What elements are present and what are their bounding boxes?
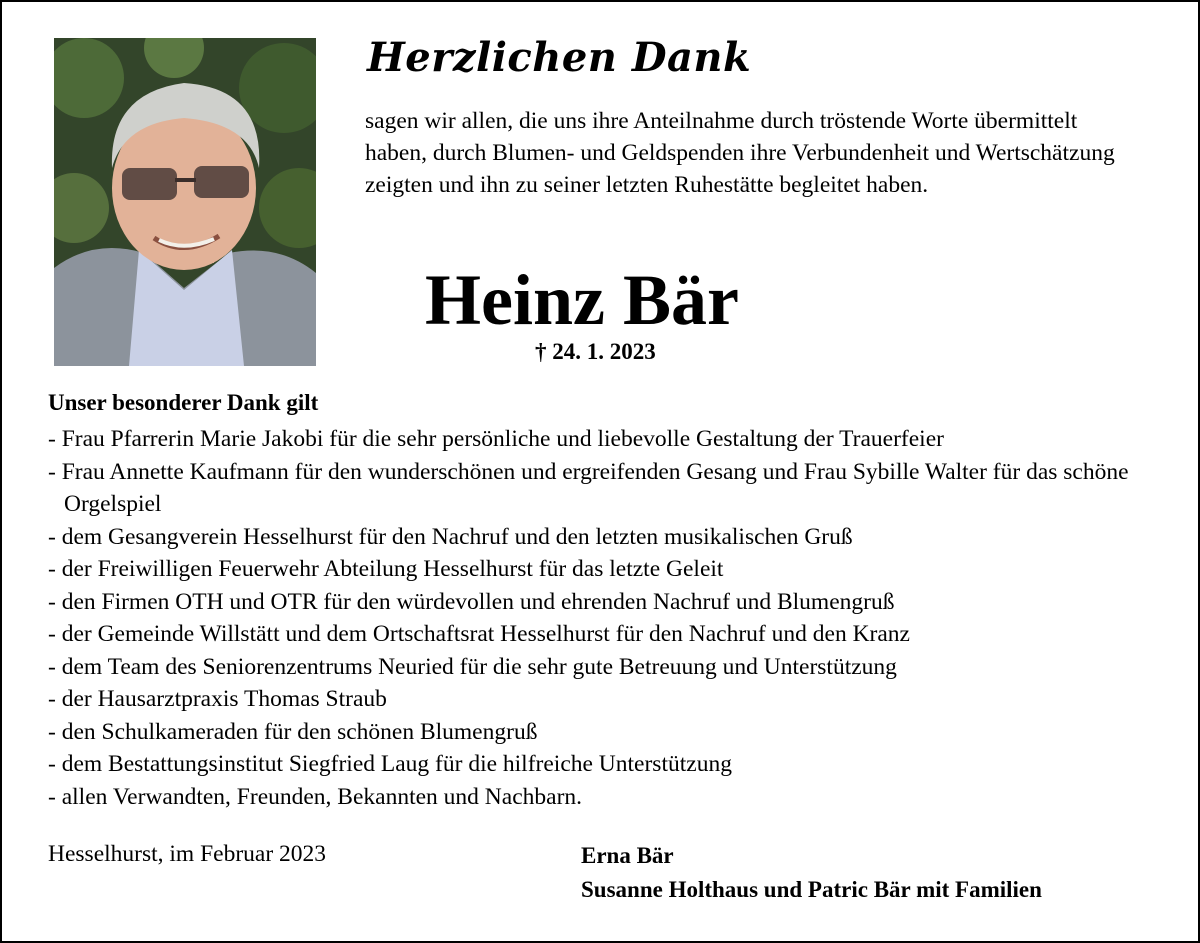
thanks-list bbox=[48, 423, 1158, 813]
signatories bbox=[581, 839, 1042, 907]
thanks-item: - dem Gesangverein Hesselhurst für den Nachruf und den letzten musikalischen Gruß bbox=[48, 523, 853, 550]
headline: Herzlichen Dank bbox=[367, 34, 752, 81]
portrait-photo bbox=[54, 38, 316, 366]
thanks-item: - der Gemeinde Willstätt und dem Ortschaftsrat Hesselhurst für den Nachruf und den Kranz bbox=[48, 621, 910, 647]
signatory: Erna Bär bbox=[581, 843, 674, 868]
thanks-item: - Frau Pfarrerin Marie Jakobi für die sehr persönliche und liebevolle Gestaltung der Trauerfeier bbox=[48, 426, 944, 452]
thanks-item: - dem Team des Seniorenzentrums Neuried für die sehr gute Betreuung und Unterstützung bbox=[48, 653, 897, 680]
thanks-item: - den Firmen OTH und OTR für den würdevollen und ehrenden Nachruf und Blumengruß bbox=[48, 588, 895, 615]
thanks-item: - der Hausarztpraxis Thomas Straub bbox=[48, 686, 387, 712]
thanks-heading: Unser besonderer Dank gilt bbox=[48, 390, 319, 415]
death-date: † 24. 1. 2023 bbox=[535, 339, 656, 364]
deceased-name: Heinz Bär bbox=[425, 260, 739, 340]
thanks-item: - den Schulkameraden für den schönen Blumengruß bbox=[48, 718, 538, 745]
thanks-item: - dem Bestattungsinstitut Siegfried Laug für die hilfreiche Unterstützung bbox=[48, 751, 732, 777]
thanks-item: - allen Verwandten, Freunden, Bekannten und Nachbarn. bbox=[48, 783, 583, 810]
signatory: Susanne Holthaus und Patric Bär mit Familien bbox=[581, 877, 1042, 902]
thanks-item: - der Freiwilligen Feuerwehr Abteilung Hesselhurst für das letzte Geleit bbox=[48, 556, 724, 582]
place-date: Hesselhurst, im Februar 2023 bbox=[48, 841, 327, 867]
thanks-item: - Frau Annette Kaufmann für den wunderschönen und ergreifenden Gesang und Frau Sybille Walter für das schöne Orgelspiel bbox=[48, 458, 1129, 517]
intro-text: sagen wir allen, die uns ihre Anteilnahme durch tröstende Worte übermittelt haben, durch Blumen- und Geldspenden ihre Verbundenheit und Wertschätzung zeigten und ihn zu seiner letzten Ruhestätte begleitet haben. bbox=[365, 108, 1115, 198]
